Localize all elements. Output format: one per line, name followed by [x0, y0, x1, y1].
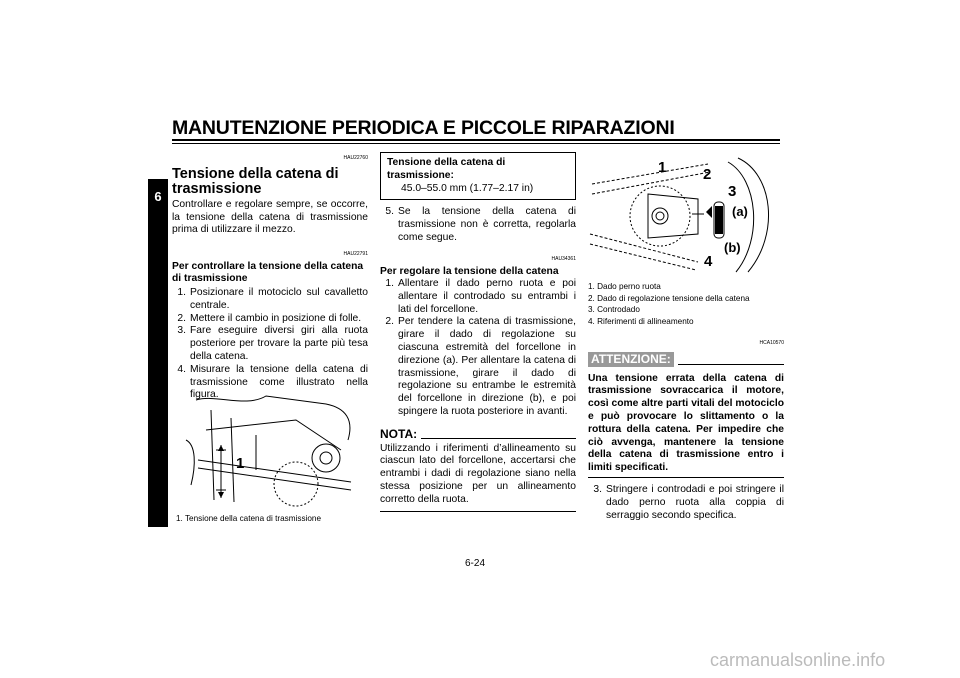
figure-caption-item: 3. Controdado: [588, 305, 640, 314]
figure-caption-item: 4. Riferimenti di allineamento: [588, 316, 694, 326]
figure-label-4: 4: [704, 253, 713, 270]
step-item: 2. Per tendere la catena di trasmissione, girare il dado di regolazione su ciascuna estremità del forcellone in direzione (a). Per allentare la catena di trasmissione, girare il dado di regolazione su entrambe le estremità del forcellone in direzione (b), e poi spingere la ruota posteriore in avanti.: [385, 316, 576, 418]
step-item: 2. Mettere il cambio in posizione di folle.: [177, 312, 362, 324]
figure-label-2: 2: [703, 166, 712, 183]
figure-caption-item: 1. Dado perno ruota: [588, 282, 661, 291]
nota-heading: NOTA:: [380, 428, 576, 441]
intro-paragraph: Controllare e regolare sempre, se occorre, la tensione della catena di trasmissione prima di utilizzare il mezzo.: [172, 198, 368, 236]
step-item: 1. Allentare il dado perno ruota e poi allentare il controdado su entrambi i lati del forcellone.: [385, 278, 576, 315]
chain-tension-figure: [176, 390, 366, 508]
axle-adjuster-figure: [588, 154, 782, 278]
spec-box: [380, 152, 576, 200]
attention-label: ATTENZIONE:: [588, 352, 674, 367]
step-item: 1. Posizionare il motociclo sul cavalletto centrale.: [177, 286, 368, 311]
page-number: 6-24: [465, 558, 486, 569]
page-header-title: MANUTENZIONE PERIODICA E PICCOLE RIPARAZIONI: [172, 117, 675, 139]
column-1: [172, 152, 368, 402]
spec-label: Tensione della catena di trasmissione:: [387, 157, 506, 181]
chapter-tab: [148, 179, 168, 527]
figure-label-1: 1: [658, 159, 667, 176]
step-item: 3. Stringere i controdadi e poi stringere il dado perno ruota alla coppia di serraggio secondo specifica.: [593, 483, 784, 521]
nota-text: Utilizzando i riferimenti d’allineamento su ciascun lato del forcellone, accertarsi che entrambi i dadi di regolazione siano nella stessa posizione per un allineamento corretto della ruota.: [380, 442, 576, 505]
figure-label-3: 3: [728, 183, 737, 200]
column-2: [380, 152, 576, 512]
section-title: Tensione della catena di trasmissione: [172, 165, 339, 197]
chapter-number: 6: [154, 189, 162, 204]
subsection-code: HAU34361: [551, 255, 576, 262]
step-item: 5. Se la tensione della catena di trasmissione non è corretta, regolarla come segue.: [385, 206, 576, 243]
header-rule-thin: [172, 143, 780, 144]
section-code: HAU22760: [343, 155, 368, 161]
subsection-heading: Per regolare la tensione della catena: [380, 265, 559, 277]
figure-callout-1: 1: [236, 455, 245, 472]
step-item: 3. Fare eseguire diversi giri alla ruota posteriore per trovare la parte più tesa della catena.: [177, 325, 368, 362]
subsection-code: HAU22791: [343, 251, 368, 258]
spec-value: 45.0–55.0 mm (1.77–2.17 in): [401, 182, 534, 194]
figure-label-a: (a): [732, 204, 748, 219]
attention-text: Una tensione errata della catena di trasmissione sovraccarica il motore, così come altre parti vitali del motociclo e può provocare lo slittamento o la rottura della catena. Per impedire che ciò avvenga, mantenere la tensione della catena di trasmissione entro i limiti specificati.: [588, 372, 784, 474]
attention-code: HCA10570: [759, 340, 784, 346]
figure-caption: 1. Tensione della catena di trasmissione: [176, 514, 322, 523]
watermark: carmanualsonline.info: [710, 650, 886, 670]
step-item: 4. Misurare la tensione della catena di trasmissione come illustrato nella figura.: [177, 363, 368, 401]
figure-label-b: (b): [724, 240, 741, 255]
subsection-heading: Per controllare la tensione della catena di trasmissione: [172, 260, 364, 285]
attention-rule: [588, 477, 784, 478]
header-rule: [172, 139, 780, 141]
nota-rule: [380, 511, 576, 512]
column-3: [588, 281, 784, 522]
figure-caption-item: 2. Dado di regolazione tensione della catena: [588, 293, 750, 303]
attention-heading: [588, 352, 784, 367]
